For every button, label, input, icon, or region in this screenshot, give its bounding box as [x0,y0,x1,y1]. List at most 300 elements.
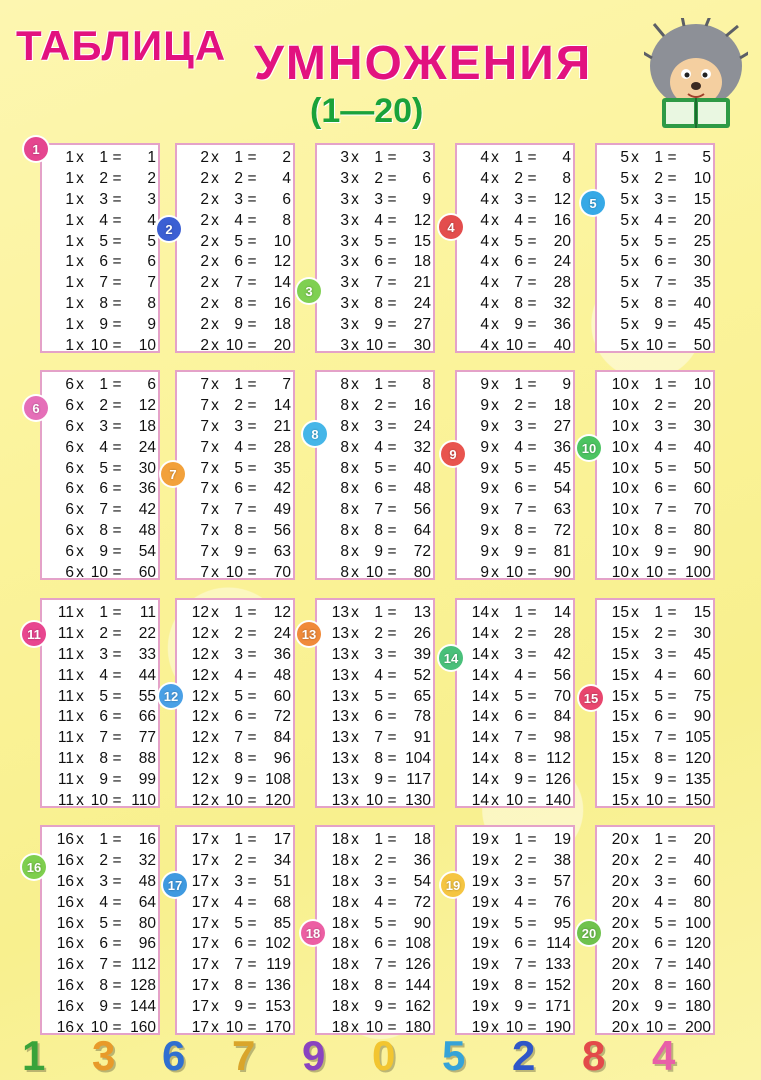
equation-part: 11 [57,791,74,809]
equation-part: = [112,604,122,622]
product-value: 63 [553,501,571,519]
equation-part: 6 [65,480,74,498]
product-value: 200 [685,1018,711,1036]
equation-part: = [247,376,257,394]
product-value: 49 [273,501,291,519]
table-row [177,479,293,500]
equation-part: = [112,935,122,953]
equation-part: = [527,149,537,167]
table-row [457,210,573,231]
equation-part: x [491,274,499,292]
equation-part: 7 [200,521,209,539]
table-number-badge: 14 [439,646,463,670]
equation-part: x [76,232,84,250]
equation-part: 7 [234,729,243,747]
table-row [177,934,293,955]
equation-part: 11 [57,666,74,684]
equation-part: 12 [191,645,209,663]
equation-part: = [527,438,537,456]
product-value: 20 [693,831,711,849]
equation-part: 2 [99,397,108,415]
equation-part: 4 [480,211,489,229]
equation-part: 9 [480,459,489,477]
table-2 [175,143,295,353]
table-row [457,169,573,190]
table-row [317,686,433,707]
equation-part: 2 [200,253,209,271]
equation-part: = [247,914,257,932]
equation-part: 5 [234,914,243,932]
equation-part: x [631,729,639,747]
equation-part: x [631,211,639,229]
equation-part: x [76,542,84,560]
equation-part: 5 [620,232,629,250]
equation-part: = [112,687,122,705]
table-row [457,231,573,252]
decorative-digit: 2 [512,1032,536,1079]
product-value: 70 [693,501,711,519]
equation-part: = [247,831,257,849]
equation-part: = [387,501,397,519]
equation-part: 10 [645,563,663,581]
table-number-badge: 15 [579,686,603,710]
equation-part: x [631,1018,639,1036]
equation-part: x [211,521,219,539]
equation-part: = [247,976,257,994]
equation-part: x [351,997,359,1015]
equation-part: = [112,542,122,560]
table-row [317,645,433,666]
product-value: 152 [545,976,571,994]
equation-part: x [491,211,499,229]
table-row [42,851,158,872]
equation-part: x [351,935,359,953]
equation-part: 4 [480,274,489,292]
decorative-digit: 3 [92,1032,116,1079]
equation-part: = [112,914,122,932]
equation-part: 4 [234,893,243,911]
equation-part: 3 [340,170,349,188]
equation-part: 20 [611,914,629,932]
equation-part: = [247,417,257,435]
product-value: 60 [693,872,711,890]
equation-part: x [351,625,359,643]
table-row [42,996,158,1017]
product-value: 64 [138,893,156,911]
equation-part: 20 [611,852,629,870]
product-value: 11 [139,604,156,622]
equation-part: 5 [620,336,629,354]
product-value: 84 [553,708,571,726]
product-value: 133 [545,956,571,974]
table-row [177,955,293,976]
equation-part: 3 [374,417,383,435]
table-row [597,231,713,252]
table-row [177,562,293,583]
equation-part: x [631,376,639,394]
equation-part: 14 [471,749,489,767]
equation-part: 7 [374,501,383,519]
equation-part: 7 [374,956,383,974]
table-row [317,252,433,273]
equation-part: = [527,791,537,809]
product-value: 52 [413,666,431,684]
product-value: 72 [273,708,291,726]
equation-part: = [247,872,257,890]
equation-part: = [247,625,257,643]
product-value: 22 [138,625,156,643]
product-value: 72 [413,542,431,560]
equation-part: 10 [365,563,383,581]
equation-part: 5 [374,232,383,250]
equation-part: 4 [234,211,243,229]
product-value: 80 [693,521,711,539]
equation-part: 2 [234,852,243,870]
equation-part: x [211,459,219,477]
table-row [597,603,713,624]
equation-part: = [112,232,122,250]
product-value: 15 [413,232,431,250]
equation-part: 14 [471,645,489,663]
equation-part: 1 [65,336,74,354]
product-value: 65 [413,687,431,705]
equation-part: x [631,914,639,932]
table-row [42,645,158,666]
equation-part: 5 [620,190,629,208]
product-value: 119 [266,956,291,974]
equation-part: 1 [99,376,108,394]
equation-part: 10 [611,563,629,581]
equation-part: x [211,625,219,643]
equation-part: x [491,687,499,705]
equation-part: 9 [480,376,489,394]
equation-part: x [631,459,639,477]
table-row [597,148,713,169]
equation-part: = [112,376,122,394]
equation-part: 9 [99,542,108,560]
equation-part: x [76,729,84,747]
table-row [597,417,713,438]
product-value: 126 [545,770,571,788]
equation-part: x [76,625,84,643]
equation-part: 6 [234,480,243,498]
equation-part: 17 [191,831,209,849]
equation-part: 13 [331,749,349,767]
product-value: 38 [553,852,571,870]
equation-part: = [527,232,537,250]
equation-part: 13 [331,625,349,643]
equation-part: 10 [611,397,629,415]
table-row [177,294,293,315]
equation-part: 1 [514,376,523,394]
equation-part: 6 [99,480,108,498]
table-row [597,645,713,666]
equation-part: x [491,336,499,354]
equation-part: = [527,914,537,932]
equation-part: 3 [99,645,108,663]
product-value: 45 [693,645,711,663]
equation-part: = [527,625,537,643]
equation-part: = [247,480,257,498]
equation-part: 4 [99,893,108,911]
equation-part: 6 [65,459,74,477]
equation-part: x [351,831,359,849]
product-value: 14 [553,604,571,622]
equation-part: = [247,336,257,354]
product-value: 10 [693,376,711,394]
table-10 [595,370,715,580]
table-row [317,934,433,955]
equation-part: 19 [471,872,489,890]
product-value: 24 [553,253,571,271]
equation-part: = [112,521,122,539]
equation-part: x [351,521,359,539]
equation-part: 9 [480,480,489,498]
equation-part: 8 [654,521,663,539]
equation-part: x [491,729,499,747]
equation-part: 3 [340,253,349,271]
equation-part: 7 [654,274,663,292]
equation-part: = [387,149,397,167]
equation-part: = [112,274,122,292]
equation-part: = [112,315,122,333]
table-row [597,624,713,645]
equation-part: = [247,729,257,747]
equation-part: = [247,956,257,974]
equation-part: x [211,893,219,911]
equation-part: x [491,914,499,932]
product-value: 6 [422,170,431,188]
equation-part: x [211,336,219,354]
product-value: 42 [138,501,156,519]
table-row [317,913,433,934]
equation-part: = [112,708,122,726]
equation-part: 4 [654,893,663,911]
equation-part: 4 [99,438,108,456]
equation-part: 17 [191,914,209,932]
product-value: 33 [138,645,156,663]
table-row [177,790,293,811]
equation-part: x [491,1018,499,1036]
table-17 [175,825,295,1035]
equation-part: 2 [99,170,108,188]
product-value: 8 [422,376,431,394]
equation-part: x [351,666,359,684]
equation-part: = [527,666,537,684]
product-value: 160 [130,1018,156,1036]
equation-part: x [491,521,499,539]
equation-part: 5 [620,315,629,333]
product-value: 10 [273,232,291,250]
table-row [597,521,713,542]
table-row [317,851,433,872]
equation-part: 3 [654,645,663,663]
equation-part: = [667,852,677,870]
equation-part: x [631,831,639,849]
equation-part: 15 [611,625,629,643]
table-row [42,458,158,479]
equation-part: 14 [471,604,489,622]
product-value: 104 [405,749,431,767]
equation-part: = [247,190,257,208]
table-row [457,996,573,1017]
equation-part: 17 [191,976,209,994]
equation-part: 10 [611,376,629,394]
table-row [317,417,433,438]
equation-part: 8 [234,294,243,312]
equation-part: = [387,770,397,788]
table-number-badge: 4 [439,215,463,239]
table-row [597,830,713,851]
equation-part: = [247,852,257,870]
equation-part: 17 [191,935,209,953]
equation-part: 3 [340,190,349,208]
table-row [597,707,713,728]
equation-part: x [211,190,219,208]
equation-part: 7 [514,956,523,974]
table-row [597,686,713,707]
table-row [457,521,573,542]
table-row [317,769,433,790]
equation-part: = [667,645,677,663]
equation-part: x [211,274,219,292]
equation-part: 14 [471,666,489,684]
equation-part: 3 [234,190,243,208]
product-value: 32 [553,294,571,312]
table-row [597,294,713,315]
equation-part: x [211,997,219,1015]
product-value: 30 [413,336,431,354]
table-row [317,541,433,562]
equation-part: x [631,872,639,890]
equation-part: = [667,211,677,229]
equation-part: x [631,253,639,271]
equation-part: x [76,274,84,292]
equation-part: = [667,1018,677,1036]
equation-part: x [211,501,219,519]
equation-part: 9 [654,542,663,560]
equation-part: = [112,211,122,229]
equation-part: x [76,253,84,271]
equation-part: 4 [654,666,663,684]
table-row [317,521,433,542]
equation-part: = [247,604,257,622]
equation-part: = [667,956,677,974]
equation-part: = [247,315,257,333]
product-value: 85 [273,914,291,932]
product-value: 5 [147,232,156,250]
equation-part: 7 [200,397,209,415]
equation-part: 1 [654,604,663,622]
equation-part: 6 [654,708,663,726]
equation-part: 5 [654,459,663,477]
product-value: 28 [273,438,291,456]
table-row [597,541,713,562]
table-row [42,790,158,811]
equation-part: 7 [374,274,383,292]
table-row [317,479,433,500]
product-value: 21 [413,274,431,292]
table-row [42,769,158,790]
equation-part: 12 [191,708,209,726]
decorative-digit: 0 [372,1032,396,1079]
product-value: 56 [413,501,431,519]
equation-part: x [491,935,499,953]
equation-part: 11 [57,729,74,747]
product-value: 60 [273,687,291,705]
equation-part: x [351,542,359,560]
equation-part: x [631,604,639,622]
product-value: 39 [413,645,431,663]
equation-part: = [247,294,257,312]
table-row [177,728,293,749]
equation-part: 2 [200,315,209,333]
equation-part: = [387,170,397,188]
equation-part: = [247,521,257,539]
equation-part: 16 [56,852,74,870]
equation-part: x [631,149,639,167]
table-row [177,252,293,273]
decorative-digit: 9 [302,1032,326,1079]
product-value: 20 [553,232,571,250]
table-number-badge: 8 [303,422,327,446]
equation-part: x [76,294,84,312]
table-row [457,335,573,356]
equation-part: 3 [234,417,243,435]
table-row [597,728,713,749]
equation-part: 9 [654,997,663,1015]
equation-part: 16 [56,1018,74,1036]
table-row [457,624,573,645]
product-value: 12 [273,604,291,622]
product-value: 15 [693,604,711,622]
equation-part: 1 [65,253,74,271]
product-value: 105 [685,729,711,747]
equation-part: 8 [340,542,349,560]
product-value: 50 [693,459,711,477]
product-value: 91 [413,729,431,747]
product-value: 98 [553,729,571,747]
equation-part: 10 [611,501,629,519]
equation-part: x [351,645,359,663]
product-value: 28 [553,625,571,643]
equation-part: 18 [331,893,349,911]
product-value: 12 [138,397,156,415]
equation-part: = [112,501,122,519]
decorative-digit: 5 [442,1032,466,1079]
product-value: 21 [273,417,291,435]
product-value: 13 [413,604,431,622]
equation-part: x [351,708,359,726]
table-row [457,603,573,624]
equation-part: x [491,791,499,809]
table-number-badge: 5 [581,191,605,215]
equation-part: = [387,417,397,435]
product-value: 140 [545,791,571,809]
equation-part: 16 [56,997,74,1015]
table-6 [40,370,160,580]
equation-part: x [351,480,359,498]
equation-part: = [247,232,257,250]
equation-part: x [491,376,499,394]
table-row [177,210,293,231]
table-row [177,851,293,872]
table-row [317,624,433,645]
table-7 [175,370,295,580]
table-row [42,231,158,252]
table-row [457,913,573,934]
equation-part: 5 [620,253,629,271]
